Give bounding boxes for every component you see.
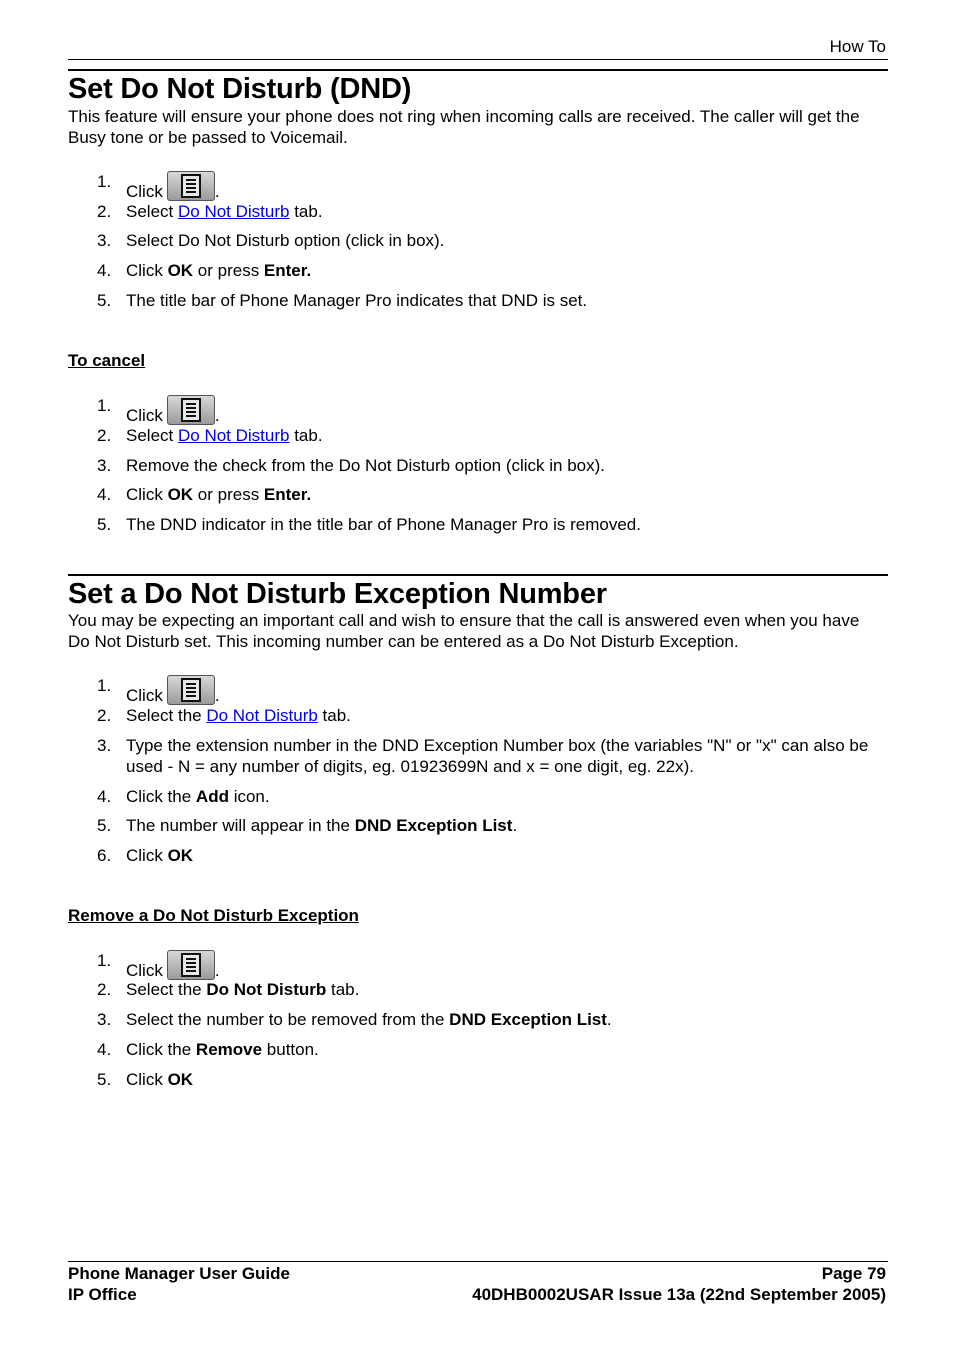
document-page: How To Set Do Not Disturb (DND) This feature will ensure your phone does not ring when incoming calls are received. The caller will get the Busy tone or be passed to Voicemail. 1. Click . 2. Select Do Not Disturb tab. 3. Select Do Not Disturb option (click in box). 4. Click OK or press Enter. 5. The title bar of Phone Manager Pro indicates that DND is set. To cancel 1. Click . 2. Select Do Not Disturb tab. 3. Remove the check from the Do Not Disturb option (click in box). 4. Click OK or press Enter. 5. The DND indicator in the title bar of Phone Manager Pro is removed. Set a Do Not Disturb Exception Number You may be expecting an important call and wish to ensure that the call is answered even when you have Do Not Disturb set. This incoming number can be entered as a Do Not Disturb Exception. 1. Click . 2. Select the Do Not Disturb tab. 3. Type the extension number in the DND Exception Number box (the variables "N" or "x" can also be used - N = any number of digits, eg. 01923699N and x = one digit, eg. 22x). 4. Click the Add icon. 5. The number will appear in the DND Exception List. 6. Click OK Remove a Do Not Disturb Exception 1. Click . 2. Select the Do Not Disturb tab. 3. Select the number to be removed from the DND Exception List. 4. Click the Remove button. 5. Click OK Phone Manager User Guide IP Office Page 79 40DHB0002USAR Issue 13a (22nd September 2005) <box>68 37 886 1304</box>
footer-page-number: Page 79 <box>821 1264 886 1283</box>
options-document-icon[interactable] <box>167 395 215 425</box>
header-rule <box>68 59 888 60</box>
do-not-disturb-link[interactable]: Do Not Disturb <box>177 202 290 221</box>
subheading-to-cancel: To cancel <box>68 351 146 370</box>
section-intro: You may be expecting an important call and wish to ensure that the call is answered even when you have Do Not Disturb set. This incoming number can be entered as a Do Not Disturb Exception. <box>68 611 860 651</box>
section-title-dnd-exception: Set a Do Not Disturb Exception Number <box>68 578 607 610</box>
section-title-set-dnd: Set Do Not Disturb (DND) <box>68 73 412 105</box>
options-document-icon[interactable] <box>167 675 215 705</box>
section-intro: This feature will ensure your phone does not ring when incoming calls are received. The caller will get the Busy tone or be passed to Voicemail. <box>68 107 860 147</box>
footer-rule <box>68 1261 888 1262</box>
subheading-remove-exception: Remove a Do Not Disturb Exception <box>68 906 359 925</box>
footer-product: IP Office <box>68 1285 137 1304</box>
footer-issue: 40DHB0002USAR Issue 13a (22nd September 2005) <box>472 1285 886 1304</box>
options-document-icon[interactable] <box>167 950 215 980</box>
options-document-icon[interactable] <box>167 171 215 201</box>
footer-guide-title: Phone Manager User Guide <box>68 1264 290 1283</box>
running-head: How To <box>829 37 886 56</box>
section-rule <box>68 69 888 71</box>
do-not-disturb-link[interactable]: Do Not Disturb <box>177 426 290 445</box>
section-rule <box>68 574 888 576</box>
do-not-disturb-link[interactable]: Do Not Disturb <box>206 706 318 725</box>
